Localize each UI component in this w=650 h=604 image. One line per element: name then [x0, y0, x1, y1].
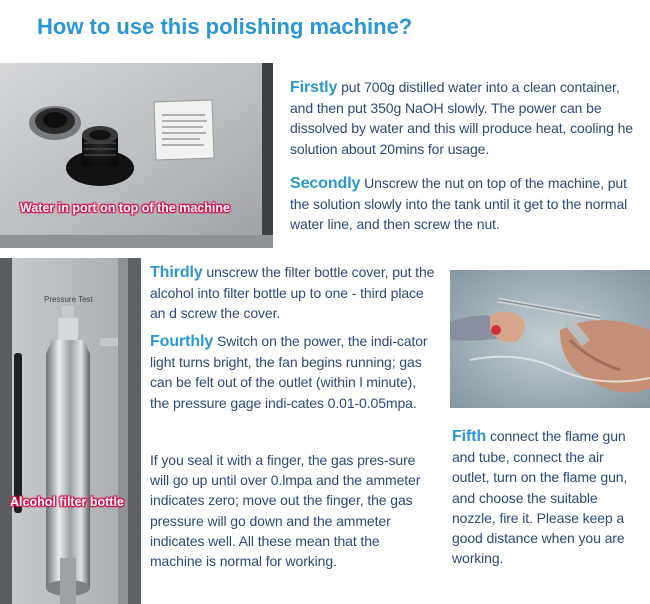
filter-bottle-photo	[0, 258, 141, 604]
step-second-lead: Secondly	[290, 175, 361, 192]
step-fifth-lead: Fifth	[452, 428, 487, 445]
step-fifth-body: connect the flame gun and tube, connect the air outlet, turn on the flame gun, and choose the suitable nozzle, fire it. Please keep a good distance when you are working.	[452, 428, 628, 567]
page-title: How to use this polishing machine?	[37, 14, 413, 39]
machine-top-image	[0, 63, 273, 248]
step-fourth	[150, 331, 430, 413]
step-fourth-body: Switch on the power, the indi-cator light turns bright, the fan begins running; gas can be felt out of the outlet (within l minute), the pressure gage indi-cates 0.01-0.05mpa.	[150, 333, 428, 411]
seal-note: If you seal it with a finger, the gas pres-sure will go up until over 0.lmpa and the ammeter indicates zero; move out the finger, the gas pressure will go down and the ammeter indicates well. All these mean that the machine is normal for working.	[150, 452, 421, 570]
step-second	[290, 173, 640, 235]
step-fifth	[452, 426, 638, 568]
step-first-body: put 700g distilled water into a clean container, and then put 350g NaOH slowly. The power can be dissolved by water and this will produce heat, cooling he solution about 20mins for usage.	[290, 79, 633, 157]
step-first	[290, 77, 640, 159]
step-third	[150, 262, 436, 324]
hands-gun-image	[450, 270, 650, 408]
water-port-photo	[0, 63, 273, 248]
step-third-body: unscrew the filter bottle cover, put the alcohol into filter bottle up to one - third place an d screw the cover.	[150, 264, 435, 322]
step-first-lead: Firstly	[290, 79, 338, 96]
step-second-body: Unscrew the nut on top of the machine, put the solution slowly into the tank until it get to the normal water line, and then screw the nut.	[290, 175, 628, 233]
pressure-test-label: Pressure Test	[44, 295, 93, 304]
water-port-caption: Water in port on top of the machine	[20, 201, 230, 215]
filter-bottle-caption: Alcohol filter bottle	[10, 495, 124, 509]
step-fourth-lead: Fourthly	[150, 333, 214, 350]
bottle-image	[0, 258, 141, 604]
flame-gun-photo	[450, 270, 650, 408]
step-third-lead: Thirdly	[150, 264, 203, 281]
